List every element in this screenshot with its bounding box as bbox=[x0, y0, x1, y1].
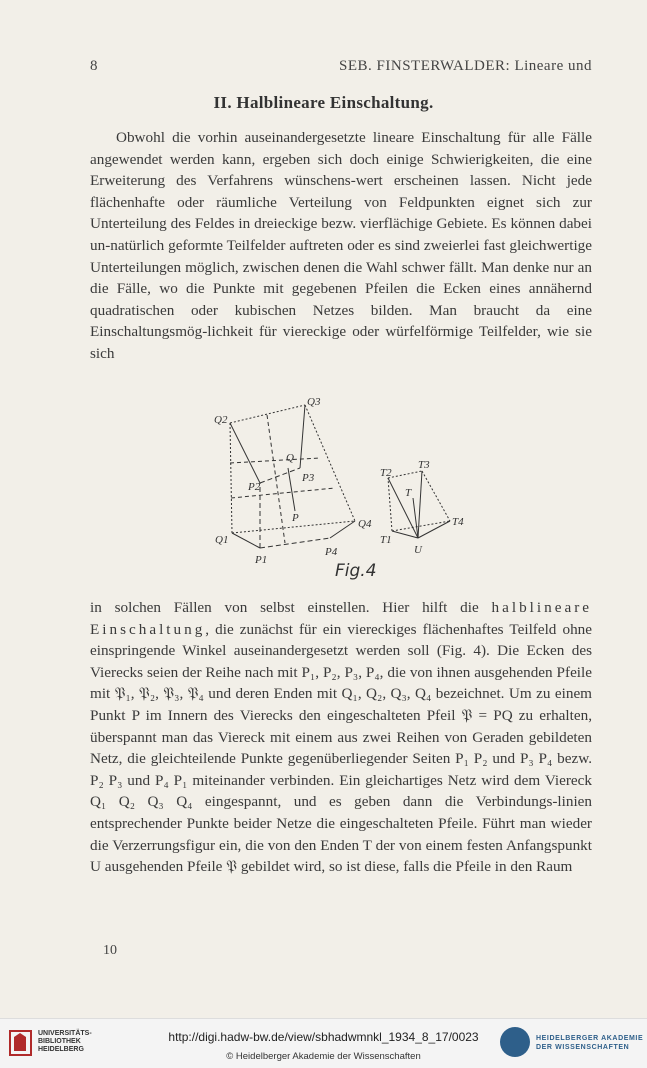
label-q2: Q2 bbox=[214, 414, 228, 426]
edge-p2-p3 bbox=[260, 468, 300, 483]
arrow-u-t3 bbox=[418, 471, 422, 538]
edge-q3-q4 bbox=[305, 405, 355, 521]
library-line-3: HEIDELBERG bbox=[38, 1046, 84, 1053]
arrow-u-t4 bbox=[418, 521, 450, 538]
edge-q2-q1 bbox=[230, 423, 232, 533]
label-t: T bbox=[405, 487, 412, 499]
label-q4: Q4 bbox=[358, 518, 372, 530]
label-q1: Q1 bbox=[215, 534, 229, 546]
paragraph-2 bbox=[90, 597, 592, 878]
grid-line-1 bbox=[230, 458, 320, 463]
paragraph-2-body bbox=[90, 597, 592, 878]
paragraph-2-part1: in solchen Fällen von selbst einstellen. Hier hilft die bbox=[90, 599, 492, 616]
arrow-p4-q4 bbox=[330, 521, 355, 538]
viewer-footer bbox=[0, 1018, 647, 1068]
paragraph-2-part2: , die zunächst für ein viereckiges flächenhaftes Teilfeld ohne einspringende Winkel auseinandergesetzt werden soll (Fig. 4). Die Ecken des Vierecks seien der Reihe nach mit P₁, P₂, P₃, P₄, die von ihnen ausgehenden Pfeile mit 𝔓₁, 𝔓₂, 𝔓₃, 𝔓₄ und deren Enden mit Q₁, Q₂, Q₃, Q₄ bezeichnet. Um zu einem Punkt P im Innern des Vierecks den eingeschalteten Pfeil 𝔓 = PQ zu erhalten, überspannt man das Viereck mit einem aus zwei Reihen von Geraden gebildeten Netz, die gleichteilende Punkte gegenüberliegender Seiten P₁ P₂ und P₃ P₄ bezw. P₂ P₃ und P₄ P₁ miteinander verbinden. Ein gleichartiges Netz wird dem Viereck Q₁ Q₂ Q₃ Q₄ eingespannt, und es geben dann die Verbindungs-linien entsprechender Punkte beider Netze die eingeschalteten Pfeile. Führt man wieder die Verzerrungsfigur ein, die von den Enden T der von einem festen Anfangspunkt U ausgehenden Pfeile 𝔓 gebildet wird, so ist diese, falls die Pfeile in den Raum bbox=[90, 620, 592, 876]
label-p4: P4 bbox=[325, 546, 338, 558]
edge-p1-p4 bbox=[260, 538, 330, 548]
section-title: II. Halblineare Einschaltung. bbox=[213, 93, 434, 112]
running-title: SEB. FINSTERWALDER: Lineare und bbox=[339, 58, 592, 74]
label-t3: T3 bbox=[418, 459, 430, 471]
label-t2: T2 bbox=[380, 467, 392, 479]
arrow-u-t1 bbox=[392, 531, 418, 538]
arrow-p-q bbox=[288, 468, 295, 511]
label-t4: T4 bbox=[452, 516, 464, 528]
grid-line-2 bbox=[231, 488, 335, 498]
academy-logo-icon bbox=[500, 1027, 530, 1057]
arrow-p2-q2 bbox=[230, 423, 260, 483]
label-p: P bbox=[292, 512, 299, 524]
academy-line-2: DER WISSENSCHAFTEN bbox=[536, 1044, 630, 1051]
permalink-url[interactable]: http://digi.hadw-bw.de/view/sbhadwmnkl_1934_8_17/0023 bbox=[168, 1030, 479, 1044]
page-header bbox=[90, 58, 592, 80]
academy-line-1: HEIDELBERGER AKADEMIE bbox=[536, 1035, 644, 1042]
copyright-notice: © Heidelberger Akademie der Wissenschaften bbox=[226, 1051, 421, 1062]
arrow-u-t2 bbox=[388, 478, 418, 538]
label-p2: P2 bbox=[248, 481, 261, 493]
library-line-2: BIBLIOTHEK bbox=[38, 1038, 81, 1045]
page-number: 8 bbox=[90, 58, 98, 74]
paragraph-2-spaced-term: halblineare Einschaltung bbox=[90, 599, 592, 638]
figure-caption: Fig.4 bbox=[335, 561, 377, 581]
page-footnote-number: 10 bbox=[103, 943, 117, 958]
label-q3: Q3 bbox=[307, 396, 321, 408]
paragraph-1-text: Obwohl die vorhin auseinandergesetzte lineare Einschaltung für alle Fälle angewendet werden kann, ergeben sich doch einige Schwierigkeiten, die eine Erweiterung des Verfahrens wünschens-wert erscheinen lassen. Nicht jede flächenhafte oder räumliche Verteilung von Feldpunkten eignet sich zur Unterteilung des Feldes in dreieckige bezw. vierflächige Gebiete. Es können dabei un-natürlich geformte Teilfelder auftreten oder es sind zweierlei fast gleichwertige Unterteilungen möglich, zwischen denen die Wahl schwer fällt. Man denke nur an die Fälle, wo die Punkte mit gegebenen Pfeilen die Ecken eines annähernd quadratischen oder kubischen Netzes bilden. Man braucht da eine Einschaltungsmög-lichkeit für viereckige oder würfelförmige Teilfelder, wie sie sich bbox=[90, 129, 592, 362]
academy-name bbox=[536, 1034, 643, 1052]
arrow-p1-q1 bbox=[232, 533, 260, 548]
label-p1: P1 bbox=[255, 554, 268, 566]
label-q: Q bbox=[286, 452, 294, 464]
library-line-1: UNIVERSITÄTS- bbox=[38, 1030, 92, 1037]
label-p3: P3 bbox=[302, 472, 315, 484]
edge-q2-q3 bbox=[230, 405, 305, 423]
label-t1: T1 bbox=[380, 534, 392, 546]
paragraph-1 bbox=[90, 127, 592, 365]
label-u: U bbox=[414, 544, 422, 556]
